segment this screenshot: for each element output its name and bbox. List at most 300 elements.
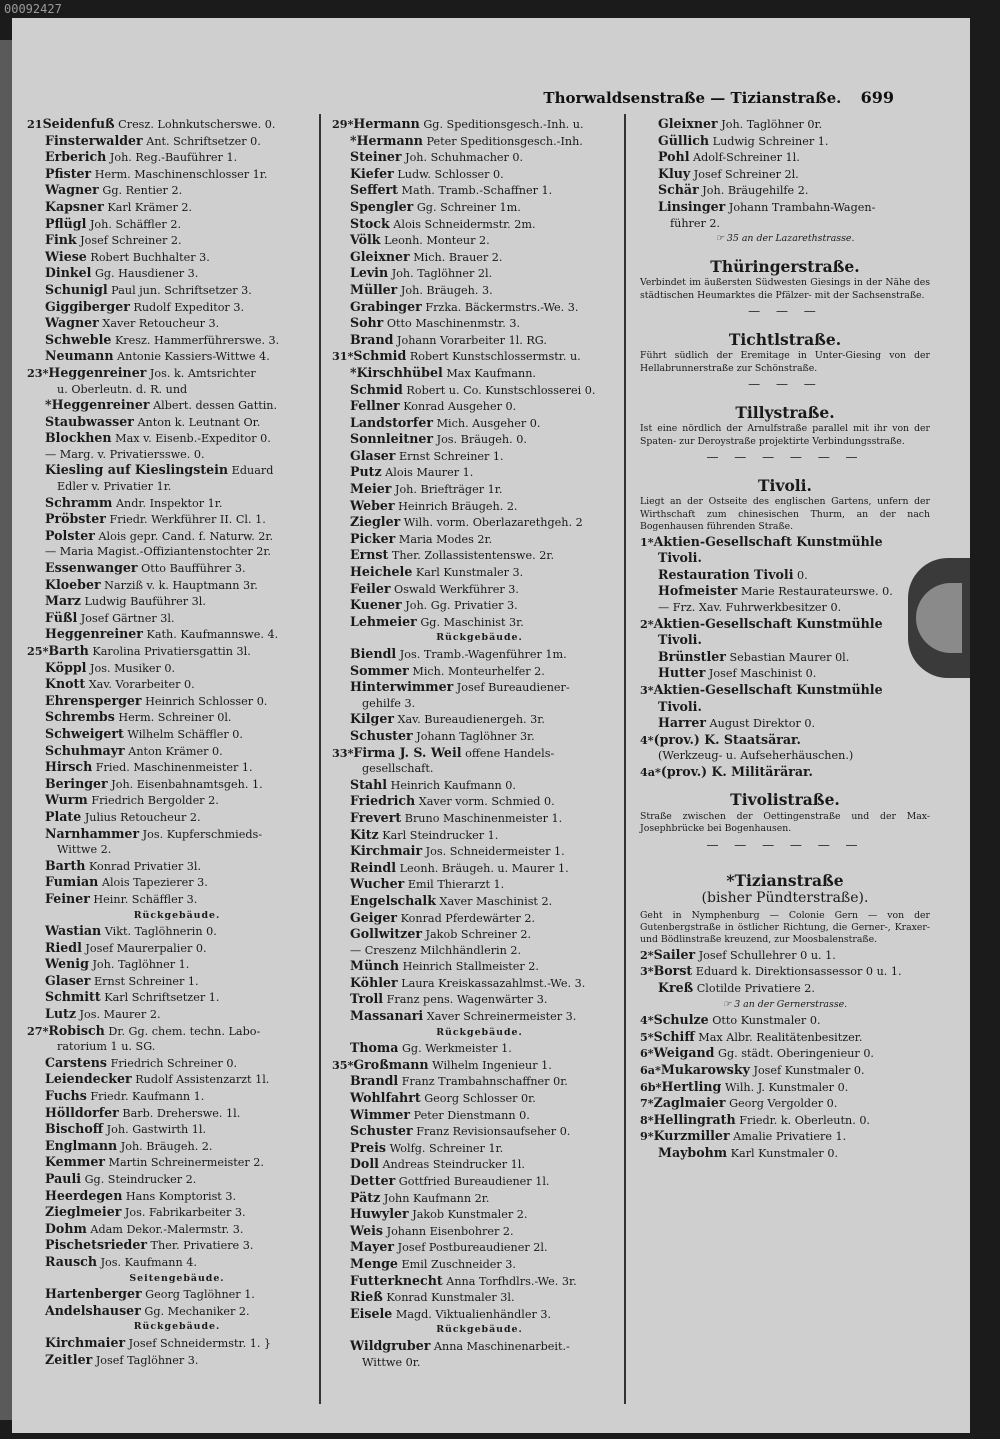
resident-name: Troll <box>350 991 384 1007</box>
house-number: 3* <box>640 964 654 979</box>
resident-name: Erberich <box>45 149 107 165</box>
directory-entry <box>27 544 327 560</box>
directory-entry <box>27 1204 327 1221</box>
resident-name: Wagner <box>45 182 99 198</box>
directory-entry <box>640 616 930 633</box>
resident-name: Grabinger <box>350 298 422 314</box>
resident-details: Jos. Schneidermeister 1. <box>425 845 565 859</box>
resident-name: Köhler <box>350 974 398 990</box>
directory-entry <box>640 947 930 964</box>
resident-details: Friedr. k. Oberleutn. 0. <box>739 1113 870 1127</box>
resident-name: Ehrensperger <box>45 692 142 708</box>
resident-name: Schrembs <box>45 709 115 725</box>
resident-details: Franz Revisionsaufseher 0. <box>416 1125 571 1139</box>
resident-details: Alois Schneidermstr. 2m. <box>393 217 536 231</box>
resident-name: Zeitler <box>45 1351 93 1367</box>
resident-details: Fried. Maschinenmeister 1. <box>95 761 253 775</box>
resident-name: Ernst <box>350 547 389 563</box>
street-title: Tivoli. <box>758 475 812 495</box>
resident-name: Riedl <box>45 939 82 955</box>
directory-entry <box>27 447 327 463</box>
directory-entry <box>332 679 627 696</box>
resident-name: Giggiberger <box>45 298 130 314</box>
resident-details: Adam Dekor.-Malermstr. 3. <box>90 1222 244 1236</box>
directory-entry <box>332 1338 627 1355</box>
resident-name: Sommer <box>350 662 409 678</box>
directory-entry <box>332 827 627 844</box>
directory-entry <box>332 1239 627 1256</box>
directory-entry <box>640 732 930 749</box>
directory-entry <box>332 1355 627 1371</box>
directory-entry <box>332 696 627 712</box>
resident-details: Laura Kreiskassazahlmst.-We. 3. <box>401 976 586 990</box>
directory-entry <box>27 726 327 743</box>
directory-entry <box>27 249 327 266</box>
resident-name: Reindl <box>350 859 397 875</box>
resident-name: Gollwitzer <box>350 926 422 942</box>
house-number: 21 <box>27 117 43 131</box>
directory-entry <box>27 842 327 858</box>
directory-entry <box>27 676 327 693</box>
resident-details: Clotilde Privatiere 2. <box>696 982 815 996</box>
directory-entry <box>27 265 327 282</box>
resident-details: Gg. Schreiner 1m. <box>416 200 521 214</box>
resident-details: Gg. Maschinist 3r. <box>420 615 524 629</box>
resident-name: Schramm <box>45 494 113 510</box>
directory-entry <box>332 1256 627 1273</box>
resident-details: Sebastian Maurer 0l. <box>729 650 850 664</box>
directory-entry <box>27 528 327 545</box>
resident-name: Schunigl <box>45 281 108 297</box>
resident-name: Bischoff <box>45 1121 104 1137</box>
resident-details: Heinr. Schäffler 3. <box>93 892 198 906</box>
resident-name: Finsterwalder <box>45 132 143 148</box>
directory-entry <box>332 216 627 233</box>
street-description: Liegt an der Ostseite des englischen Gartens, unfern der Wirthschaft zum chinesischen Thurm, an der nach Bogenhausen führenden Straße. <box>640 496 930 533</box>
resident-name: Lutz <box>45 1006 76 1022</box>
street-description: Verbindet im äußersten Südwesten Giesings in der Nähe des städtischen Heumarktes die Pfälzer- mit der Sachsenstraße. <box>640 277 930 301</box>
house-number: 4* <box>640 1013 654 1028</box>
house-number: 7* <box>640 1096 654 1111</box>
resident-name: Aktien-Gesellschaft Kunstmühle <box>653 681 883 697</box>
resident-details: Jakob Kunstmaler 2. <box>412 1208 528 1222</box>
resident-details: Xaver Maschinist 2. <box>439 894 553 908</box>
resident-details: Robert u. Co. Kunstschlosserei 0. <box>406 383 596 397</box>
resident-name: Dohm <box>45 1220 87 1236</box>
building-subheading: Rückgebäude. <box>436 1026 523 1038</box>
directory-entry <box>27 956 327 973</box>
directory-entry <box>27 858 327 875</box>
resident-name: Kurzmiller <box>653 1128 730 1144</box>
resident-name: Putz <box>350 464 382 480</box>
directory-entry <box>332 958 627 975</box>
resident-name: Kluy <box>658 165 691 181</box>
resident-details: Emil Thierarzt 1. <box>407 878 505 892</box>
street-title: Tichtlstraße. <box>728 329 842 349</box>
directory-entry <box>27 232 327 249</box>
resident-details: Joh. Bräugeh. 3. <box>400 283 493 297</box>
resident-name: Heggenreiner <box>45 626 143 642</box>
resident-details: Oswald Werkführer 3. <box>394 582 519 596</box>
resident-details: Xaver vorm. Schmied 0. <box>418 795 555 809</box>
resident-details: Emil Zuschneider 3. <box>401 1257 516 1271</box>
building-subheading: Rückgebäude. <box>436 632 523 644</box>
binding-margin <box>0 40 12 1420</box>
directory-entry <box>640 699 930 716</box>
directory-entry <box>332 116 627 133</box>
resident-name: Schiff <box>653 1028 695 1044</box>
resident-details: Mich. Brauer 2. <box>413 250 503 264</box>
resident-details: Julius Retoucheur 2. <box>84 810 201 824</box>
directory-entry <box>332 166 627 183</box>
resident-name: Fink <box>45 232 77 248</box>
directory-entry <box>27 759 327 776</box>
resident-details: Wittwe 2. <box>57 843 112 857</box>
house-number: 35* <box>332 1057 354 1072</box>
resident-details: Leonh. Bräugeh. u. Maurer 1. <box>399 861 569 875</box>
resident-details: Joh. Schäffler 2. <box>89 217 182 231</box>
directory-entry <box>332 382 627 399</box>
resident-name: *Heggenreiner <box>45 397 150 413</box>
directory-entry <box>27 1088 327 1105</box>
directory-entry <box>640 1045 930 1062</box>
resident-name: Großmann <box>353 1056 429 1072</box>
resident-name: Preis <box>350 1139 386 1155</box>
page-header <box>543 88 894 107</box>
directory-entry <box>332 133 627 150</box>
resident-name: Eisele <box>350 1305 393 1321</box>
directory-entry <box>640 600 930 616</box>
resident-name: Wiese <box>45 248 87 264</box>
resident-details: Xav. Bureaudienergeh. 3r. <box>397 713 545 727</box>
header-title: Thorwaldsenstraße — Tizianstraße. <box>543 89 842 107</box>
resident-name: Knott <box>45 676 86 692</box>
street-title: Tivolistraße. <box>730 790 840 810</box>
cross-reference-note: ☞ 3 an der Gernerstrasse. <box>722 998 848 1010</box>
resident-name: Plate <box>45 808 82 824</box>
resident-details: Mich. Monteurhelfer 2. <box>412 664 545 678</box>
resident-name: Müller <box>350 281 398 297</box>
resident-name: Güllich <box>658 132 710 148</box>
tivoli-entries <box>640 534 930 781</box>
resident-details: Mich. Ausgeher 0. <box>436 416 541 430</box>
resident-name: Hutter <box>658 665 706 681</box>
directory-entry <box>27 348 327 365</box>
directory-entry <box>27 660 327 677</box>
resident-name: Wildgruber <box>350 1337 431 1353</box>
resident-details: Alois Tapezierer 3. <box>101 876 208 890</box>
directory-entry <box>332 646 627 663</box>
resident-name: Brand <box>350 331 394 347</box>
directory-entry <box>27 116 327 133</box>
resident-name: Tivoli. <box>658 698 702 714</box>
resident-name: Neumann <box>45 348 114 364</box>
resident-details: Josef Schreiner 2l. <box>693 167 799 181</box>
street-title: Tillystraße. <box>735 402 835 422</box>
resident-details: Edler v. Privatier 1r. <box>57 480 172 494</box>
resident-details: 0. <box>797 568 808 582</box>
resident-name: Schuhmayr <box>45 742 125 758</box>
resident-details: Herm. Maschinenschlosser 1r. <box>94 167 268 181</box>
resident-name: Firma J. S. Weil <box>353 744 462 760</box>
resident-name: Lehmeier <box>350 613 417 629</box>
resident-details: Joh. Schuhmacher 0. <box>405 151 524 165</box>
directory-entry <box>332 431 627 448</box>
resident-name: Marz <box>45 593 81 609</box>
resident-details: Heinrich Schlosser 0. <box>145 694 268 708</box>
directory-entry <box>332 876 627 893</box>
resident-name: Biendl <box>350 646 397 661</box>
directory-entry <box>332 315 627 332</box>
resident-name: Andelshauser <box>45 1302 141 1318</box>
resident-name: *Hermann <box>350 132 423 148</box>
resident-details: Wittwe 0r. <box>362 1355 421 1369</box>
directory-entry <box>27 462 327 479</box>
directory-entry <box>332 514 627 531</box>
resident-details: Gg. Rentier 2. <box>102 184 183 198</box>
directory-entry <box>640 199 930 216</box>
directory-entry <box>332 910 627 927</box>
directory-entry <box>332 265 627 282</box>
column-2 <box>332 116 627 1370</box>
directory-entry <box>640 1029 930 1046</box>
directory-entry <box>27 133 327 150</box>
resident-details: Karl Schriftsetzer 1. <box>104 991 220 1005</box>
resident-details: Anton Krämer 0. <box>128 744 223 758</box>
directory-entry <box>332 332 627 349</box>
resident-name: Weigand <box>653 1045 715 1061</box>
building-subheading: Rückgebäude. <box>133 909 221 921</box>
resident-details: Leonh. Monteur 2. <box>384 234 490 248</box>
resident-details: Josef Bureaudiener- <box>456 681 570 695</box>
resident-details: Marie Restaurateurswe. 0. <box>740 585 893 599</box>
house-number: 29* <box>332 117 354 131</box>
resident-details: Wilhelm Schäffler 0. <box>127 727 243 741</box>
resident-name: Fuchs <box>45 1088 87 1104</box>
directory-entry <box>27 1335 327 1352</box>
directory-entry <box>332 282 627 299</box>
directory-entry <box>332 1273 627 1290</box>
resident-name: Hermann <box>353 116 420 131</box>
resident-name: Wurm <box>45 792 88 808</box>
house-number: 6* <box>640 1046 654 1061</box>
resident-details: Kresz. Hammerführerswe. 3. <box>114 333 280 347</box>
resident-details: Konrad Ausgeher 0. <box>403 400 517 414</box>
resident-name: Pauli <box>45 1171 82 1186</box>
resident-name: Englmann <box>45 1137 118 1153</box>
resident-details: Jos. Bräugeh. 0. <box>436 433 527 447</box>
resident-name: Seffert <box>350 182 398 198</box>
directory-entry <box>332 448 627 465</box>
directory-entry <box>640 1079 930 1096</box>
resident-name: Essenwanger <box>45 560 138 576</box>
resident-details: Georg Vergolder 0. <box>729 1097 838 1111</box>
resident-name: Schulze <box>653 1012 709 1028</box>
resident-name: Harrer <box>658 715 706 731</box>
resident-details: Josef Gärtner 3l. <box>80 611 175 625</box>
resident-name: Schweigert <box>45 725 124 741</box>
column-1 <box>27 116 327 1368</box>
directory-entry <box>27 1237 327 1254</box>
resident-details: Max Kaufmann. <box>446 366 536 380</box>
tizian-entries <box>640 947 930 997</box>
directory-page <box>12 18 970 1433</box>
resident-name: Kemmer <box>45 1154 105 1170</box>
resident-details: Peter Dienstmann 0. <box>413 1108 530 1122</box>
resident-name: Weber <box>350 497 395 513</box>
directory-entry <box>27 743 327 760</box>
resident-name: Hinterwimmer <box>350 679 454 695</box>
street-description: Führt südlich der Eremitage in Unter-Giesing von der Hellabrunnerstraße zur Schönstraße. <box>640 350 930 374</box>
resident-name: Robisch <box>48 1022 105 1038</box>
resident-name: Leiendecker <box>45 1071 132 1087</box>
resident-name: Kreß <box>658 980 694 996</box>
resident-name: Pröbster <box>45 511 106 527</box>
resident-name: Blockhen <box>45 430 112 446</box>
directory-entry <box>332 614 627 631</box>
directory-entry <box>640 632 930 649</box>
resident-name: Hartenberger <box>45 1286 142 1302</box>
resident-details: Ludw. Schlosser 0. <box>397 167 504 181</box>
resident-name: Carstens <box>45 1054 107 1070</box>
resident-name: Menge <box>350 1255 398 1271</box>
resident-name: Kilger <box>350 711 394 727</box>
resident-details: Wolfg. Schreiner 1r. <box>389 1141 504 1155</box>
directory-entry <box>640 550 930 567</box>
resident-details: Josef Schreiner 2. <box>80 234 182 248</box>
resident-details: Konrad Privatier 3l. <box>88 859 202 873</box>
resident-name: Gleixner <box>350 248 410 264</box>
resident-details: Cresz. Lohnkutscherswe. 0. <box>118 118 276 131</box>
resident-details: Joh. Gg. Privatier 3. <box>405 599 518 613</box>
directory-entry <box>640 963 930 980</box>
resident-name: Detter <box>350 1173 396 1188</box>
directory-entry <box>332 498 627 515</box>
resident-details: Martin Schreinermeister 2. <box>108 1156 264 1170</box>
resident-details: u. Oberleutn. d. R. und <box>57 382 188 396</box>
house-number: 31* <box>332 349 354 364</box>
directory-entry <box>640 133 930 150</box>
resident-details: Rudolf Expeditor 3. <box>133 300 245 314</box>
directory-entry <box>332 1073 627 1090</box>
house-number: 4a* <box>640 764 661 779</box>
directory-entry <box>332 991 627 1008</box>
directory-entry <box>27 940 327 957</box>
directory-entry <box>640 534 930 551</box>
resident-name: Pischetsrieder <box>45 1237 147 1253</box>
column-3 <box>640 116 930 1162</box>
directory-entry <box>332 1289 627 1306</box>
resident-details: Wilh. vorm. Oberlazarethgeh. 2 <box>403 516 583 530</box>
resident-name: Huwyler <box>350 1206 409 1222</box>
resident-name: Fellner <box>350 398 400 414</box>
resident-details: Dr. Gg. chem. techn. Labo- <box>108 1024 261 1038</box>
resident-details: Alois gepr. Cand. f. Naturw. 2r. <box>98 529 274 543</box>
resident-details: Jos. Fabrikarbeiter 3. <box>124 1206 246 1220</box>
scan-id: 00092427 <box>4 2 62 16</box>
resident-name: (prov.) K. Staatsärar. <box>653 731 801 747</box>
resident-details: Josef Schullehrer 0 u. 1. <box>698 948 836 962</box>
directory-entry <box>332 348 627 365</box>
resident-name: Stock <box>350 215 390 231</box>
resident-details: Jos. Tramb.-Wagenführer 1m. <box>399 648 567 661</box>
resident-details: Friedr. Kaufmann 1. <box>90 1090 205 1104</box>
resident-details: Ant. Schriftsetzer 0. <box>146 134 261 148</box>
resident-name: Feiner <box>45 890 90 906</box>
directory-entry <box>27 495 327 512</box>
resident-name: Hölldorfer <box>45 1104 119 1120</box>
directory-entry <box>27 166 327 183</box>
resident-name: Picker <box>350 530 396 546</box>
resident-name: Beringer <box>45 775 108 791</box>
resident-name: Stahl <box>350 776 388 792</box>
resident-details: Karl Steindrucker 1. <box>382 828 499 842</box>
street-description: Geht in Nymphenburg — Colonie Gern — von der Gutenbergstraße in östlicher Richtung, die Gerner-, Kraxer- und Bödlinstraße kreuzend, zur Moosbalenstraße. <box>640 909 930 946</box>
resident-details: Gottfried Bureaudiener 1l. <box>398 1175 550 1188</box>
resident-details: Xaver Schreinermeister 3. <box>426 1010 577 1024</box>
resident-name: Pätz <box>350 1189 381 1205</box>
resident-details: Narziß v. k. Hauptmann 3r. <box>104 578 258 592</box>
directory-entry <box>332 299 627 316</box>
resident-details: Andreas Steindrucker 1l. <box>382 1158 525 1172</box>
resident-details: Johann Vorarbeiter 1l. RG. <box>396 333 547 347</box>
resident-name: Barth <box>45 857 86 873</box>
resident-details: — Creszenz Milchhändlerin 2. <box>350 943 522 957</box>
directory-entry <box>27 1105 327 1122</box>
resident-details: Gg. Mechaniker 2. <box>144 1304 250 1318</box>
resident-name: Kirchmair <box>350 843 423 859</box>
resident-details: Max v. Eisenb.-Expeditor 0. <box>115 432 271 446</box>
resident-name: Kuener <box>350 597 402 613</box>
resident-name: Engelschalk <box>350 892 436 908</box>
directory-entry <box>27 989 327 1006</box>
resident-name: Pohl <box>658 149 690 165</box>
directory-entry <box>332 415 627 432</box>
resident-details: führer 2. <box>670 216 721 230</box>
house-number: 27* <box>27 1023 49 1038</box>
resident-name: Massanari <box>350 1008 424 1024</box>
directory-entry <box>640 665 930 682</box>
resident-details: — Marg. v. Privatiersswe. 0. <box>45 447 205 461</box>
resident-name: Schär <box>658 182 699 198</box>
directory-entry <box>27 511 327 528</box>
resident-name: Münch <box>350 958 400 974</box>
resident-details: Anton k. Leutnant Or. <box>137 415 261 429</box>
resident-name: Barth <box>48 643 89 658</box>
tizian-entries-2 <box>640 1012 930 1161</box>
directory-entry <box>640 715 930 732</box>
directory-entry <box>332 597 627 614</box>
directory-entry <box>332 843 627 860</box>
house-number: 9* <box>640 1129 654 1144</box>
resident-details: Joh. Taglöhner 0r. <box>721 118 823 131</box>
resident-details: Math. Tramb.-Schaffner 1. <box>401 184 553 198</box>
directory-entry <box>640 980 930 997</box>
resident-details: Gg. Speditionsgesch.-Inh. u. <box>423 118 584 131</box>
house-number: 8* <box>640 1112 654 1127</box>
directory-entry <box>640 1012 930 1029</box>
resident-details: Amalie Privatiere 1. <box>733 1130 847 1144</box>
directory-entry <box>332 975 627 992</box>
resident-details: Jos. k. Amtsrichter <box>149 366 256 380</box>
resident-name: Kirchmaier <box>45 1334 126 1350</box>
resident-name: Rausch <box>45 1253 97 1269</box>
resident-name: Weis <box>350 1222 384 1238</box>
resident-name: Hertling <box>661 1078 722 1094</box>
col3-top-entries <box>640 116 930 231</box>
resident-details: Georg Taglöhner 1. <box>145 1288 255 1302</box>
directory-entry <box>332 464 627 481</box>
